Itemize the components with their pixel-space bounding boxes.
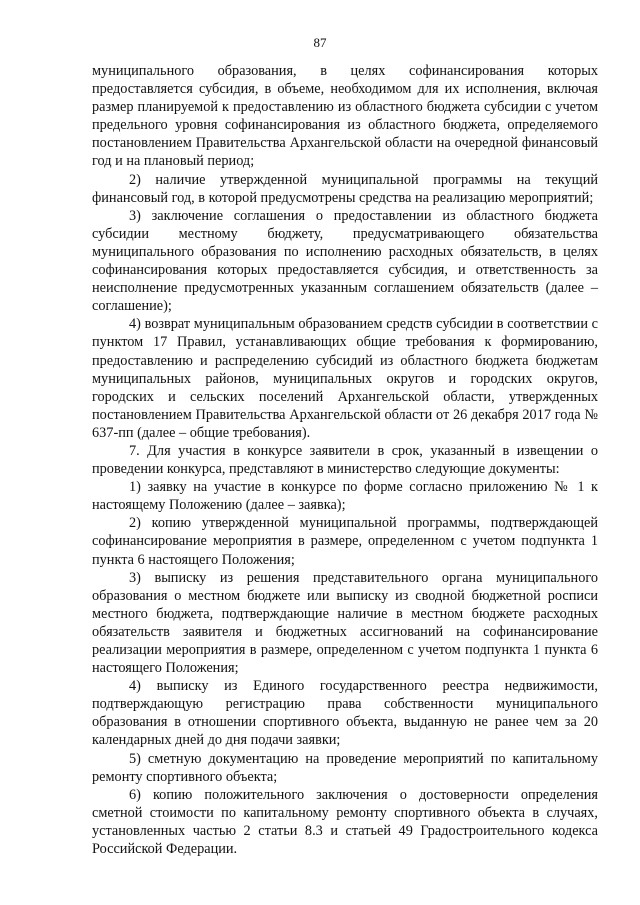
- paragraph: 7. Для участия в конкурсе заявители в срок, указанный в извещении о проведении конкурса, представляют в министерство следующие документы:: [92, 442, 598, 478]
- paragraph: 1) заявку на участие в конкурсе по форме согласно приложению № 1 к настоящему Положению (далее – заявка);: [92, 479, 598, 514]
- document-body: [92, 62, 598, 858]
- paragraph: 2) наличие утвержденной муниципальной программы на текущий финансовый год, в которой предусмотрены средства на реализацию мероприятий;: [92, 171, 598, 206]
- paragraph: 6) копию положительного заключения о достоверности определения сметной стоимости по капитальному ремонту спортивного объекта в случаях, установленных частью 2 статьи 8.3 и статьей 49 Градостроительного кодекса Российской Федерации.: [92, 786, 598, 858]
- paragraph: 5) сметную документацию на проведение мероприятий по капитальному ремонту спортивного объекта;: [92, 750, 598, 785]
- paragraph: 2) копию утвержденной муниципальной программы, подтверждающей софинансирование мероприятия в размере, определенном с учетом подпункта 1 пункта 6 настоящего Положения;: [92, 515, 598, 568]
- paragraph: 3) заключение соглашения о предоставлении из областного бюджета субсидии местному бюджету, предусматривающего обязательства муниципального образования по исполнению расходных обязательств, в целях софинансирования которых предоставляется субсидия, и ответственность за неисполнение предусмотренных указанным соглашением обязательств (далее – соглашение);: [92, 207, 598, 315]
- paragraph: 4) возврат муниципальным образованием средств субсидии в соответствии с пунктом 17 Правил, устанавливающих общие требования к формированию, предоставлению и распределению субсидий из областного бюджета бюджетам муниципальных районов, муниципальных округов и городских округов, городских и сельских поселений Архангельской области, утвержденных постановлением Правительства Архангельской области от 26 декабря 2017 года № 637-пп (далее – общие требования).: [92, 316, 598, 441]
- page-number: 87: [313, 35, 327, 50]
- paragraph: муниципального образования, в целях софинансирования которых предоставляется субсидия, в объеме, необходимом для их исполнения, включая размер планируемой к предоставлению из областного бюджета субсидии с учетом предельного уровня софинансирования из областного бюджета, определяемого постановлением Правительства Архангельской области на очередной финансовый год и на плановый период;: [92, 63, 598, 170]
- paragraph: 4) выписку из Единого государственного реестра недвижимости, подтверждающую регистрацию права собственности муниципального образования в отношении спортивного объекта, выданную не ранее чем за 20 календарных дней до дня подачи заявки;: [92, 678, 598, 749]
- paragraph: 3) выписку из решения представительного органа муниципального образования о местном бюджете или выписку из сводной бюджетной росписи местного бюджета, подтверждающие наличие в местном бюджете расходных обязательств заявителя и бюджетных ассигнований на софинансирование реализации мероприятия в размере, определенном с учетом подпункта 1 пункта 6 настоящего Положения;: [92, 569, 598, 677]
